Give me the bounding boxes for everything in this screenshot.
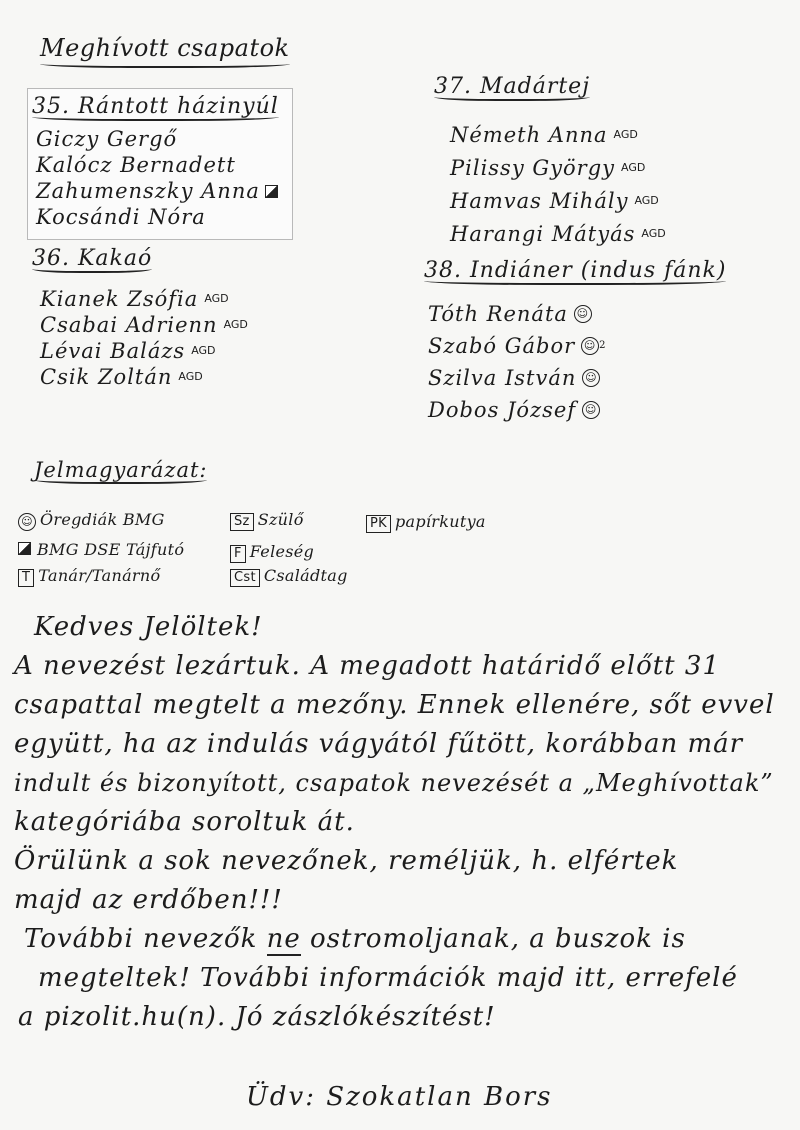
member-name: Zahumenszky Anna [36,179,260,203]
list-item [450,151,666,184]
letter-line: a pizolit.hu(n). Jó zászlókészítést! [18,1002,496,1032]
member-name: Szilva István [428,366,577,390]
legend-item-oregdiak [18,510,165,531]
flag-icon [18,542,31,555]
smiley-icon: ☺ [582,369,600,387]
member-name: Kianek Zsófia [40,287,199,311]
list-item [428,330,607,362]
smiley-icon: ☺ [581,337,599,355]
smiley-icon: ☺ [574,305,592,323]
legend-title: Jelmagyarázat: [34,458,208,482]
member-name: Tóth Renáta [428,302,568,326]
legend-item-feleseg [230,542,314,563]
member-tag: AGD [191,344,216,357]
letter-text: További nevezők [24,924,258,954]
legend-label: BMG DSE Tájfutó [37,540,185,559]
list-item [40,338,248,364]
flag-icon [265,185,278,198]
list-item [36,178,278,204]
letter-line: kategóriába soroltuk át. [14,807,355,837]
list-item [450,118,666,151]
team-38-title: 38. Indiáner (indus fánk) [424,258,727,283]
member-name: Dobos József [428,398,577,422]
list-item [428,394,607,426]
letter-line: együtt, ha az indulás vágyától fűtött, korábban már [14,729,744,759]
team-36-members [40,286,248,390]
legend-item-papirkutya [366,512,486,533]
letter-line: A nevezést lezártuk. A megadott határidő előtt 31 [14,651,720,681]
team-37-members [450,118,666,250]
list-item [428,362,607,394]
legend-label: papírkutya [394,512,486,531]
member-name: Harangi Mátyás [450,221,636,246]
list-item [40,364,248,390]
legend-item-csaladtag [230,566,348,587]
member-name: Kalócz Bernadett [36,153,236,177]
legend-label: Családtag [263,566,348,585]
legend-label: Feleség [249,542,315,561]
member-name: Szabó Gábor [428,334,576,358]
emphasis-text: ne [266,924,301,954]
member-name: Pilissy György [450,155,615,180]
member-tag: AGD [641,226,666,240]
letter-greeting: Kedves Jelöltek! [34,612,263,642]
legend-symbol: F [230,545,246,563]
smiley-icon: ☺ [582,401,600,419]
legend-label: Szülő [257,510,304,529]
signature: Üdv: Szokatlan Bors [246,1082,553,1112]
member-name: Kocsándi Nóra [36,205,206,229]
letter-line: megteltek! További információk majd itt, errefelé [38,963,738,993]
legend-item-tanar [18,566,160,587]
letter-line: csapattal megtelt a mezőny. Ennek ellenére, sőt evvel [14,690,775,720]
letter-line: majd az erdőben!!! [14,885,283,915]
list-item [428,298,607,330]
member-name: Németh Anna [450,122,608,147]
legend-label: Tanár/Tanárnő [38,566,161,585]
legend-symbol: T [18,569,34,587]
member-name: Csabai Adrienn [40,313,218,337]
member-tag: AGD [178,370,203,383]
legend-item-tajfuto [18,540,184,559]
list-item [40,286,248,312]
member-tag: AGD [613,127,638,141]
member-tag: AGD [204,292,229,305]
letter-line: indult és bizonyított, csapatok nevezését a „Meghívottak” [14,769,774,797]
member-name: Csik Zoltán [40,365,173,389]
list-item [36,204,278,230]
letter-body [14,608,794,1037]
member-tag: AGD [223,318,248,331]
member-name: Lévai Balázs [40,339,186,363]
team-35-members [36,126,278,230]
member-name: Giczy Gergő [36,127,178,151]
legend-item-szulo [230,510,304,531]
list-item [450,184,666,217]
letter-text: ostromoljanak, a buszok is [310,924,686,954]
member-superscript: 2 [599,340,607,351]
team-36-title: 36. Kakaó [32,246,153,271]
list-item [450,217,666,250]
legend-label: Öregdiák BMG [40,510,165,529]
team-35-title: 35. Rántott házinyúl [32,94,279,119]
smiley-icon: ☺ [18,513,36,531]
list-item [36,126,278,152]
member-tag: AGD [621,160,646,174]
list-item [40,312,248,338]
team-38-members [428,298,607,426]
legend-symbol: Sz [230,513,254,531]
page-title: Meghívott csapatok [40,34,290,68]
member-tag: AGD [634,193,659,207]
legend-symbol: Cst [230,569,260,587]
letter-line [24,920,794,959]
list-item [36,152,278,178]
team-37-title: 37. Madártej [434,74,591,99]
letter-line: Örülünk a sok nevezőnek, reméljük, h. elfértek [14,846,679,876]
legend-symbol: PK [366,515,391,533]
member-name: Hamvas Mihály [450,188,629,213]
